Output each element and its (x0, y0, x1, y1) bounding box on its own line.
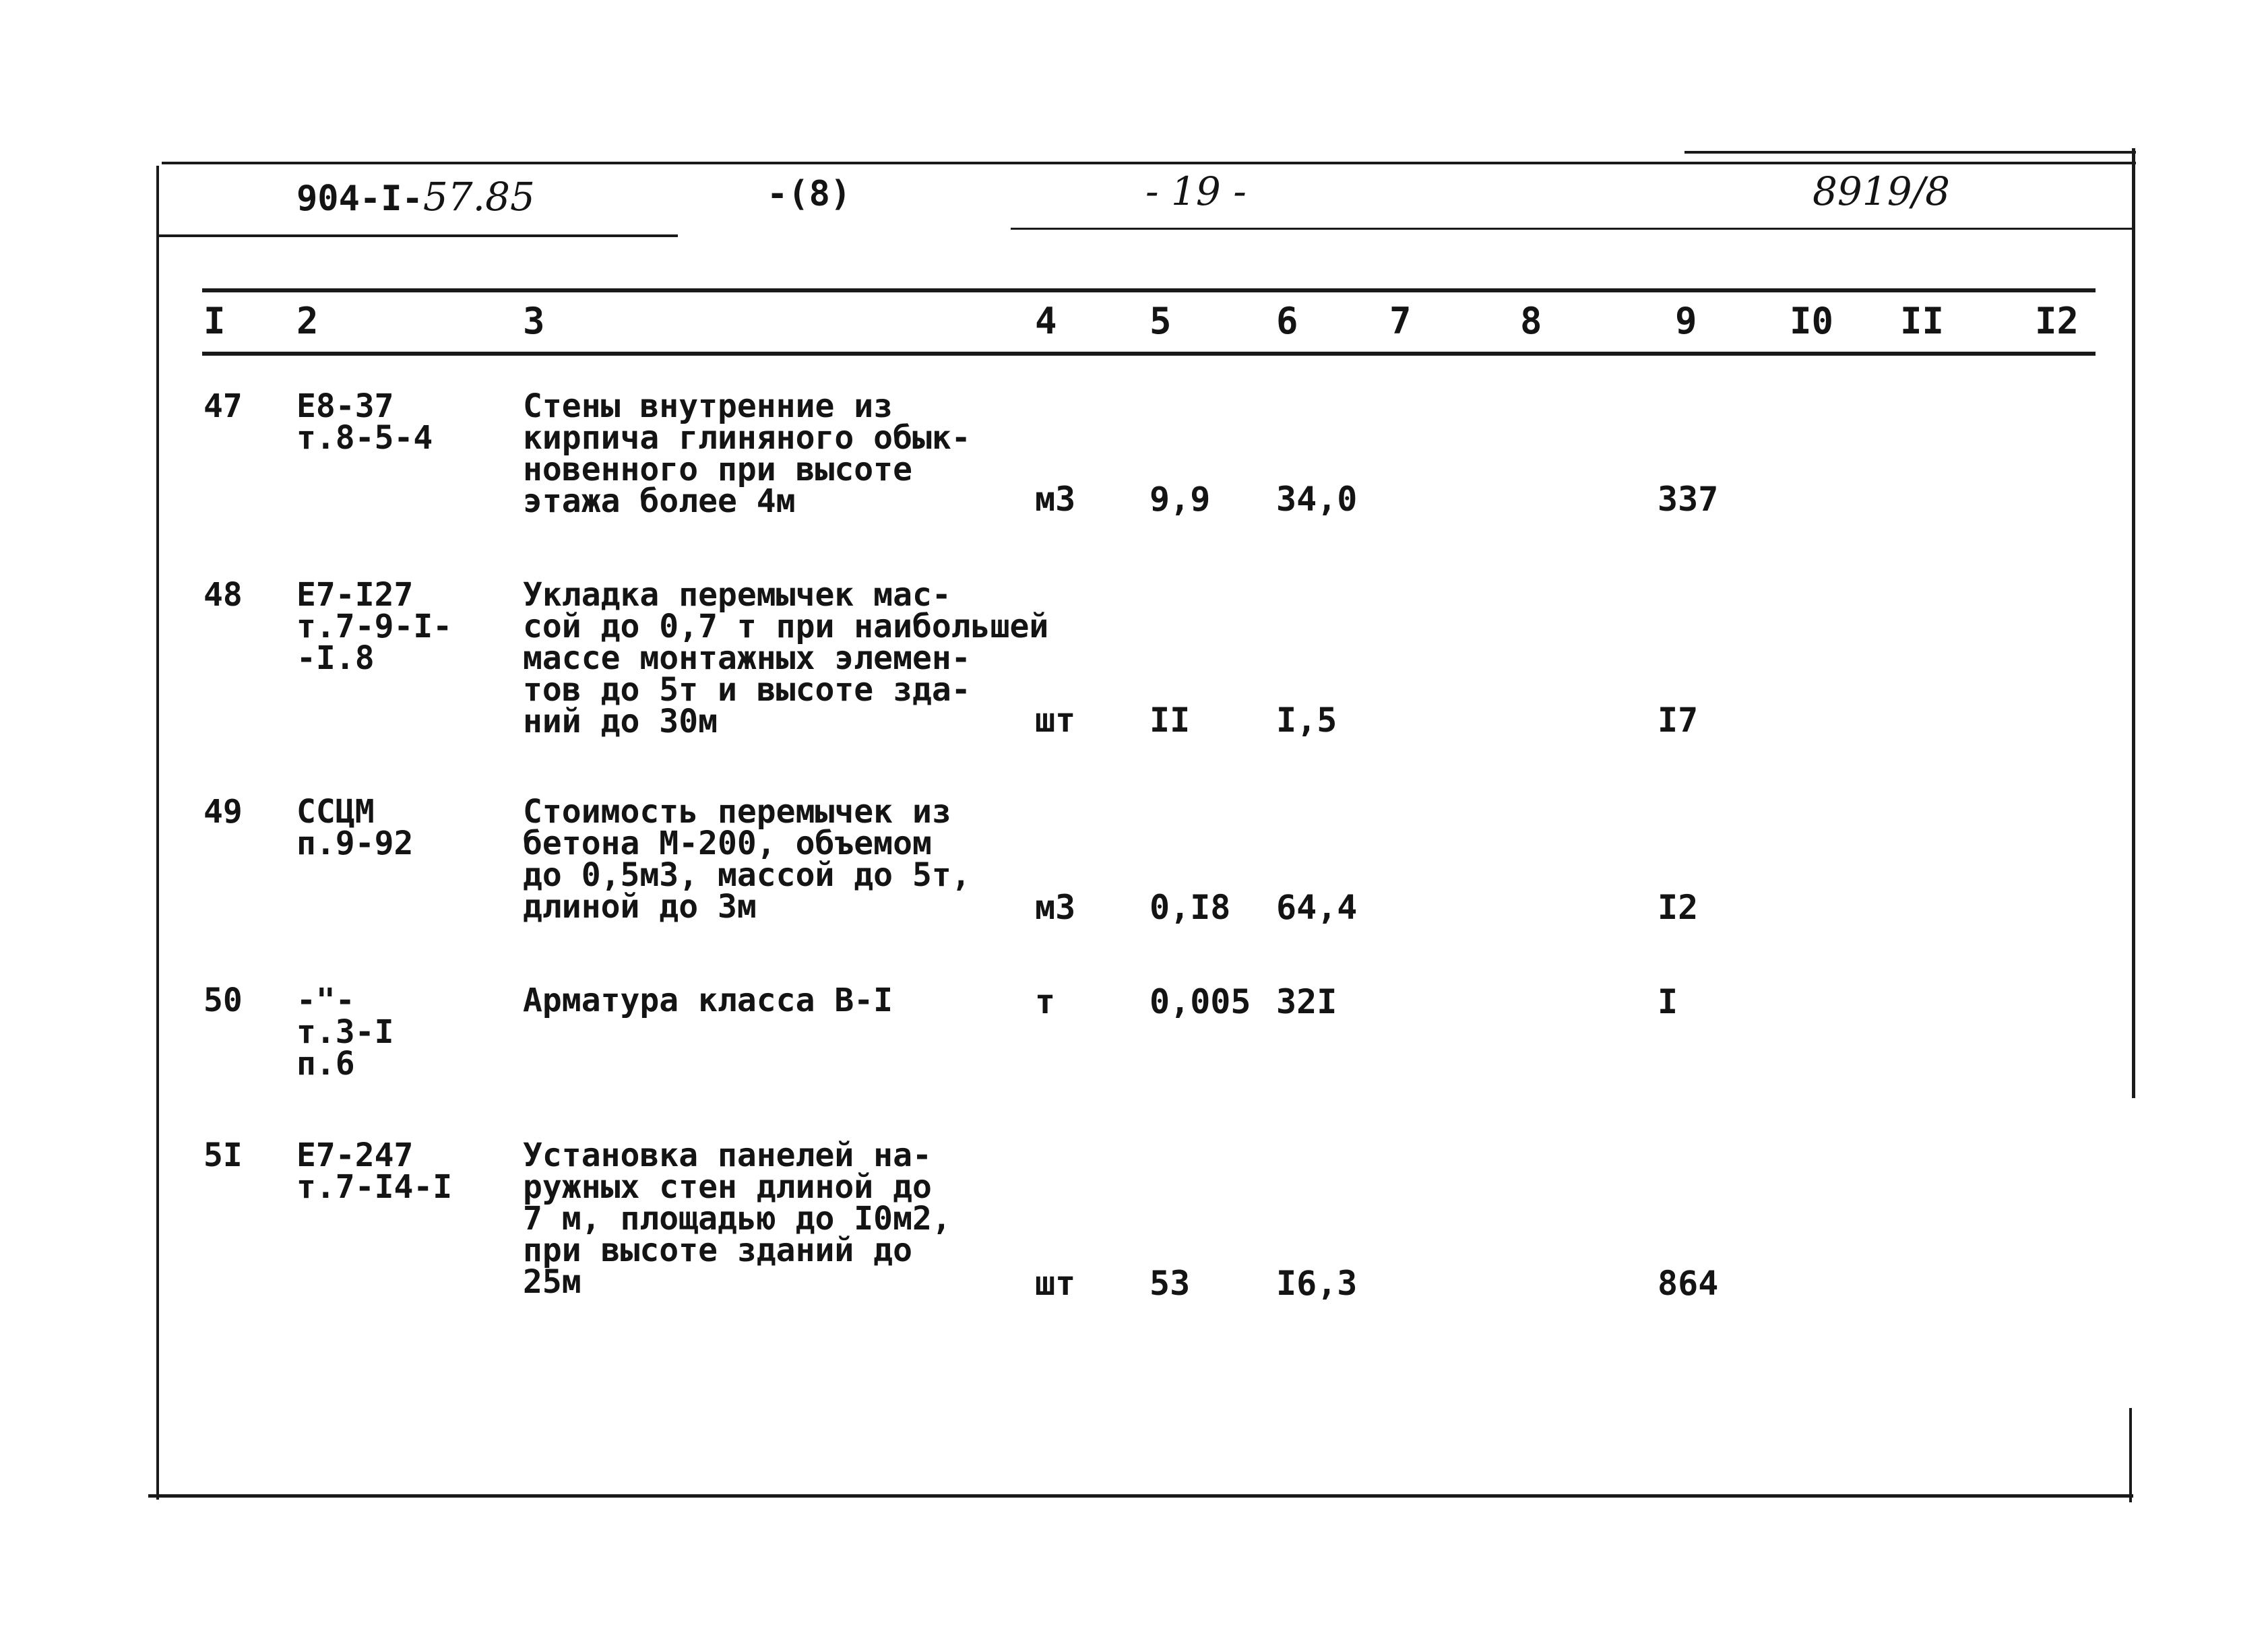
document-code (296, 174, 535, 220)
norm-code-line: Е8-37 (296, 387, 394, 425)
total-cost: I (1658, 982, 1678, 1021)
description-line: ний до 30м (523, 703, 718, 740)
norm-code (296, 576, 453, 677)
column-number-6: 6 (1276, 300, 1298, 342)
row-number: 48 (203, 576, 243, 614)
description-line: длиной до 3м (523, 888, 757, 926)
norm-code-line: п.9-92 (296, 825, 414, 862)
norm-code (296, 793, 414, 862)
work-description (523, 982, 893, 1019)
header-underline-right (1011, 228, 2133, 230)
description-line: Арматура класса В-I (523, 982, 893, 1019)
unit-price: 34,0 (1276, 480, 1358, 519)
unit-price: 64,4 (1276, 888, 1358, 927)
description-line: этажа более 4м (523, 482, 796, 520)
column-header-bottom-rule (202, 352, 2096, 356)
row-number: 50 (203, 982, 243, 1019)
column-number-9: 9 (1675, 300, 1697, 342)
norm-code-line: т.3-I (296, 1013, 394, 1051)
description-line: новенного при высоте (523, 451, 912, 488)
column-number-1: I (203, 300, 226, 342)
document-code-handwritten: 57.85 (422, 174, 535, 220)
column-number-3: 3 (523, 300, 545, 342)
norm-code-line: -I.8 (296, 639, 375, 677)
unit: м3 (1035, 480, 1076, 519)
header-underline-left (159, 234, 678, 237)
row-number: 47 (203, 387, 243, 425)
unit-price: I6,3 (1276, 1264, 1358, 1303)
column-number-5: 5 (1149, 300, 1172, 342)
norm-code-line: т.8-5-4 (296, 419, 433, 457)
work-description (523, 793, 971, 926)
part-number: -(8) (767, 174, 852, 214)
total-cost: I2 (1658, 888, 1699, 927)
work-description (523, 576, 1049, 740)
norm-code-line: т.7-9-I- (296, 608, 453, 645)
column-number-10: I0 (1790, 300, 1834, 342)
description-line: кирпича глиняного обык- (523, 419, 971, 457)
frame-bottom-line (148, 1494, 2133, 1498)
norm-code-line: ССЦМ (296, 793, 375, 831)
norm-code-line: Е7-247 (296, 1137, 414, 1174)
column-number-2: 2 (296, 300, 319, 342)
norm-code (296, 1137, 453, 1206)
unit: шт (1035, 1264, 1076, 1303)
norm-code (296, 387, 433, 457)
frame-right-line-lower (2129, 1408, 2132, 1502)
column-header-top-rule (202, 288, 2096, 292)
unit-price: I,5 (1276, 701, 1337, 740)
description-line: Установка панелей на- (523, 1137, 932, 1174)
frame-left-line (156, 166, 159, 1500)
column-number-7: 7 (1389, 300, 1412, 342)
document-code-printed: 904-I- (296, 179, 423, 219)
description-line: Стены внутренние из (523, 387, 893, 425)
row-number: 5I (203, 1137, 243, 1174)
total-cost: 864 (1658, 1264, 1719, 1303)
page-number: - 19 - (1145, 168, 1247, 214)
unit: м3 (1035, 888, 1076, 927)
description-line: Стоимость перемычек из (523, 793, 951, 831)
description-line: бетона М-200, объемом (523, 825, 932, 862)
unit-price: 32I (1276, 982, 1337, 1021)
description-line: тов до 5т и высоте зда- (523, 671, 971, 709)
description-line: при высоте зданий до (523, 1232, 912, 1269)
total-cost: 337 (1658, 480, 1719, 519)
work-description (523, 387, 971, 520)
norm-code-line: Е7-I27 (296, 576, 414, 614)
column-number-4: 4 (1035, 300, 1057, 342)
column-number-8: 8 (1520, 300, 1542, 342)
frame-top-line (162, 162, 2136, 164)
quantity: 9,9 (1149, 480, 1211, 519)
column-number-11: II (1900, 300, 1945, 342)
quantity: 53 (1149, 1264, 1191, 1303)
total-cost: I7 (1658, 701, 1699, 740)
description-line: ружных стен длиной до (523, 1168, 932, 1206)
description-line: до 0,5м3, массой до 5т, (523, 856, 971, 894)
quantity: 0,005 (1149, 982, 1251, 1021)
unit: т (1035, 982, 1056, 1021)
work-description (523, 1137, 951, 1301)
description-line: 25м (523, 1263, 581, 1301)
frame-top-line-right (1684, 151, 2136, 154)
description-line: 7 м, площадью до I0м2, (523, 1200, 951, 1238)
norm-code-line: п.6 (296, 1045, 355, 1083)
quantity: 0,I8 (1149, 888, 1231, 927)
norm-code-line: -"- (296, 982, 355, 1019)
quantity: II (1149, 701, 1191, 740)
frame-right-line (2132, 148, 2135, 1098)
description-line: Укладка перемычек мас- (523, 576, 951, 614)
column-number-12: I2 (2035, 300, 2079, 342)
norm-code (296, 982, 394, 1083)
inventory-number: 8919/8 (1813, 168, 1951, 214)
description-line: сой до 0,7 т при наибольшей (523, 608, 1049, 645)
description-line: массе монтажных элемен- (523, 639, 971, 677)
unit: шт (1035, 701, 1076, 740)
norm-code-line: т.7-I4-I (296, 1168, 453, 1206)
row-number: 49 (203, 793, 243, 831)
